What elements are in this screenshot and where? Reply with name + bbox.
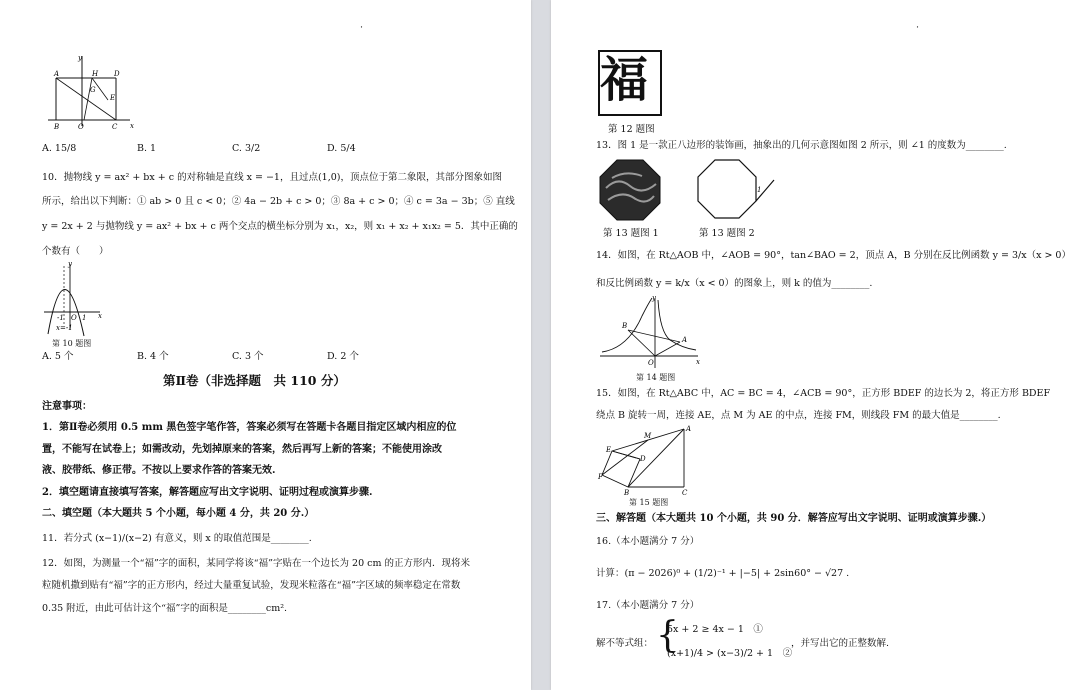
fig10-label-axis: x=-1	[56, 324, 73, 332]
fig9-label-a: A	[54, 70, 60, 78]
fig14-label-b: B	[622, 322, 628, 330]
page-left	[0, 0, 531, 690]
q17-inequality-2: (x+1)/4 > (x−3)/2 + 1 ②	[667, 648, 793, 659]
fig9-label-g: G	[90, 86, 96, 94]
q14-line-1: 14．如图，在 Rt△AOB 中，∠AOB = 90°，tan∠BAO = 2，顶点 A，B 分别在反比例函数 y = 3/x（x > 0）	[596, 250, 1071, 261]
fig10-caption: 第 10 题图	[52, 339, 92, 348]
q12-line-3: 0.35 附近，由此可估计这个“福”字的面积是________cm².	[42, 603, 288, 614]
fig15-label-e: E	[606, 446, 612, 454]
figure-q15	[598, 425, 698, 497]
fig9-label-c: C	[112, 123, 118, 131]
q12-line-1: 12．如图，为测量一个“福”字的面积，某同学将该“福”字贴在一个边长为 20 cm 的正方形内．现将米	[42, 558, 470, 569]
q17-brace: {	[656, 615, 679, 656]
fig12-caption: 第 12 题图	[608, 124, 655, 135]
fig14-label-x: x	[696, 358, 700, 366]
fig10-label-1: 1	[82, 314, 87, 322]
fig14-label-o: O	[648, 359, 654, 367]
q12-line-2: 粒随机撒到贴有“福”字的正方形内，经过大量重复试验，发现米粒落在“福”字区域的频率稳定在常数	[42, 580, 461, 591]
q17-inequality-1: 5x + 2 ≥ 4x − 1 ①	[667, 624, 763, 635]
fig14-label-y: y	[652, 294, 656, 302]
fig9-label-y: y	[78, 54, 82, 62]
q16-title: 16.（本小题满分 7 分）	[596, 536, 700, 547]
fig9-label-b: B	[54, 123, 60, 131]
q10-line-3: y = 2x + 2 与抛物线 y = ax² + bx + c 两个交点的横坐标分别为 x₁，x₂，则 x₁ + x₂ + x₁x₂ = 5．其中正确的	[42, 221, 518, 232]
page-gap	[531, 0, 551, 690]
fig9-label-x: x	[130, 122, 134, 130]
q9-option-b: B. 1	[137, 143, 157, 154]
section-2-title: 第Ⅱ卷（非选择题 共 110 分）	[163, 373, 346, 388]
fig10-label-x: x	[98, 312, 102, 320]
figure-q10	[44, 262, 104, 340]
figure-q9	[48, 56, 138, 136]
fig15-label-f: F	[598, 473, 603, 481]
q14-line-2: 和反比例函数 y = k/x（x < 0）的图象上，则 k 的值为________.	[596, 278, 873, 289]
q10-option-c: C. 3 个	[232, 351, 264, 362]
q16-expression: 计算：(π − 2026)⁰ + (1/2)⁻¹ + |−5| + 2sin60° − √27 .	[596, 568, 850, 579]
fill-section-title: 二、填空题（本大题共 5 个小题，每小题 4 分，共 20 分.）	[42, 508, 315, 519]
q17-title: 17.（本小题满分 7 分）	[596, 600, 700, 611]
notice-line-2: 置，不能写在试卷上；如需改动，先划掉原来的答案，然后再写上新的答案；不能使用涂改	[42, 444, 442, 455]
figure-q13-2	[696, 158, 781, 222]
fig15-label-c: C	[682, 489, 688, 497]
fig9-label-d: D	[114, 70, 120, 78]
fig10-label-y: y	[68, 260, 72, 268]
page-right	[551, 0, 1080, 690]
q15-line-2: 绕点 B 旋转一周，连接 AE，点 M 为 AE 的中点，连接 FM，则线段 FM 的最大值是________.	[596, 410, 1001, 421]
fig9-label-h: H	[92, 70, 99, 78]
q17-prefix: 解不等式组：	[596, 638, 654, 649]
page-marker: ·	[916, 22, 920, 33]
q9-option-c: C. 3/2	[232, 143, 261, 154]
figure-q14	[598, 296, 703, 371]
fig13-caption-1: 第 13 题图 1	[603, 228, 659, 239]
fig9-label-e: E	[110, 94, 116, 102]
fig13-caption-2: 第 13 题图 2	[699, 228, 755, 239]
fig14-caption: 第 14 题图	[636, 373, 676, 382]
fig15-label-m: M	[644, 432, 652, 440]
fig15-label-d: D	[640, 455, 646, 463]
q11: 11．若分式 (x−1)/(x−2) 有意义，则 x 的取值范围是________.	[42, 533, 312, 544]
q9-option-a: A. 15/8	[42, 143, 77, 154]
q13: 13．图 1 是一款正八边形的装饰画，抽象出的几何示意图如图 2 所示，则 ∠1 的度数为________.	[596, 140, 1007, 151]
figure-q13-1	[598, 158, 662, 222]
notice-title: 注意事项：	[42, 401, 92, 412]
fig10-label-minus1: -1	[57, 314, 64, 322]
q10-option-b: B. 4 个	[137, 351, 169, 362]
fig15-label-a: A	[686, 425, 692, 433]
fig10-label-o: O	[71, 314, 77, 322]
q17-suffix: ，并写出它的正整数解.	[791, 638, 890, 649]
fig14-label-a: A	[682, 336, 688, 344]
q10-line-1: 10．抛物线 y = ax² + bx + c 的对称轴是直线 x = −1，且过点(1,0)，顶点位于第二象限，其部分图象如图	[42, 172, 502, 183]
q9-option-d: D. 5/4	[327, 143, 356, 154]
q10-option-d: D. 2 个	[327, 351, 359, 362]
q10-line-4: 个数有（ ）	[42, 246, 109, 257]
notice-line-1: 1．第Ⅱ卷必须用 0.5 mm 黑色签字笔作答，答案必须写在答题卡各题目指定区域内相应的位	[42, 422, 457, 433]
solve-section-title: 三、解答题（本大题共 10 个小题，共 90 分．解答应写出文字说明、证明或演算步骤.）	[596, 513, 992, 524]
fig13-angle-label: 1	[757, 186, 762, 194]
notice-line-3: 液、胶带纸、修正带。不按以上要求作答的答案无效.	[42, 465, 276, 476]
q15-line-1: 15．如图，在 Rt△ABC 中，AC = BC = 4，∠ACB = 90°，正方形 BDEF 的边长为 2，将正方形 BDEF	[596, 388, 1051, 399]
notice-line-4: 2．填空题请直接填写答案，解答题应写出文字说明、证明过程或演算步骤.	[42, 487, 373, 498]
fig15-caption: 第 15 题图	[629, 498, 669, 507]
page-marker: ·	[360, 22, 364, 33]
fig15-label-b: B	[624, 489, 630, 497]
q10-line-2: 所示，给出以下判断：① ab > 0 且 c < 0；② 4a − 2b + c > 0；③ 8a + c > 0；④ c = 3a − 3b；⑤ 直线	[42, 196, 515, 207]
fig9-label-o: O	[78, 123, 84, 131]
fu-character: 福	[600, 52, 649, 108]
q10-option-a: A. 5 个	[42, 351, 74, 362]
